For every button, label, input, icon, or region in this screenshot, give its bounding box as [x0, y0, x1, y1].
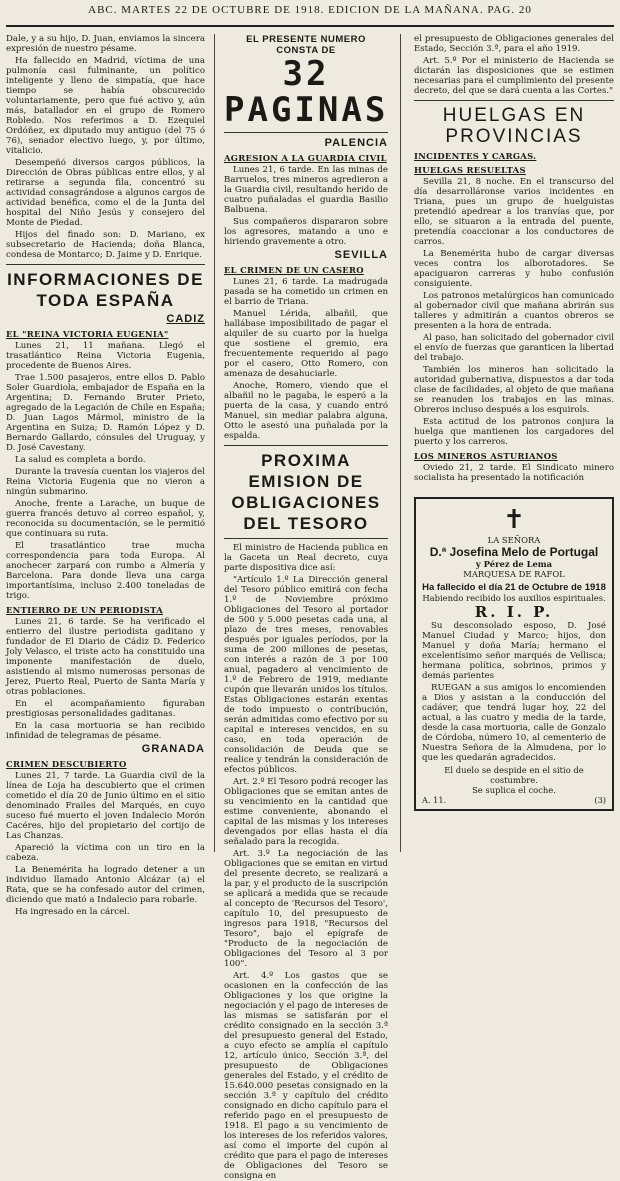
column-3: [414, 34, 614, 852]
obit-sacraments: Habiendo recibido los auxilios espirituales.: [422, 593, 606, 603]
obit-la-senora: LA SEÑORA: [487, 535, 541, 545]
column-divider: [214, 34, 215, 852]
divider: [224, 538, 388, 539]
emision-title: PROXIMA EMISION DE OBLIGACIONES DEL TESORO: [231, 451, 381, 533]
obit-died: Ha fallecido el día 21 de Octubre de 1918: [422, 582, 606, 593]
paragraph: Lunes 21, 6 tarde. En las minas de Barruelos, tres mineros agredieron a la Guardia civil, resultando herido de cuatro puñaladas el guardia Basilio Balbuena.: [224, 165, 388, 215]
obit-duelo: El duelo se despide en el sitio de costumbre.: [444, 765, 584, 785]
paragraph: Ha ingresado en la cárcel.: [15, 907, 130, 917]
paragraph: Durante la travesía cuentan los viajeros del Reina Victoria Eugenia que no vieron a ningún submarino.: [6, 467, 205, 497]
paragraph: En el acompañamiento figuraban prestigiosas personalidades gaditanas.: [6, 699, 205, 719]
paragraph: Ha fallecido en Madrid, víctima de una pulmonía casi fulminante, un político inteligente y lleno de simpatía, que hace tiempo se había obscurecido voluntariamente, pero que fué activo y, aún más, batallador en el grupo de Romero Robledo. Nos referimos a D. Ezequiel Ordóñez, ex diputado muy antiguo (del 75 ó 76), senador electivo luego, y, por último, vitalicio.: [6, 56, 205, 156]
column-divider: [400, 34, 401, 852]
cross-icon: ✝: [503, 505, 525, 535]
paragraph: Manuel Lérida, albañil, que hallábase imposibilitado de pagar el alquiler de su cuarto por la huelga que sostiene el gremio, era frecuentemente requerido al pago por el casero, Otto Romero, con amenaza de desahuciarle.: [224, 309, 388, 379]
section-heading: CRIMEN DESCUBIERTO: [6, 759, 127, 769]
column-2: [224, 34, 389, 1181]
section-heading: ENTIERRO DE UN PERIODISTA: [6, 605, 163, 615]
obit-title: MARQUESA DE RAFOL: [463, 569, 565, 579]
paragraph: La salud es completa a bordo.: [15, 455, 146, 465]
paragraph: En la casa mortuoria se han recibido infinidad de telegramas de pésame.: [6, 721, 205, 741]
paragraph: el presupuesto de Obligaciones generales del Estado, Sección 3.ª, para el año 1919.: [414, 34, 614, 54]
paragraph: El trasatlántico trae mucha correspondencia para toda Europa. Al anochecer zarpará con rumbo a Almería y Barcelona. Para donde lleva una carga importantísima, incluso 2.400 toneladas de trigo.: [6, 541, 205, 601]
paragraph: Apareció la víctima con un tiro en la cabeza.: [6, 843, 205, 863]
paragraph: Art. 2.º El Tesoro podrá recoger las Obligaciones que se emitan antes de su vencimiento en la cantidad que estime conveniente, abonando el capital de las mismas y los intereses devengados por ellas hasta el día señalado para la recogida.: [224, 777, 388, 847]
obit-coche: Se suplica el coche.: [472, 785, 556, 795]
city-heading-palencia: PALENCIA: [324, 137, 388, 149]
obit-surname: y Pérez de Lema: [475, 559, 553, 569]
paragraph: Hijos del finado son: D. Mariano, ex subsecretario de Hacienda; doña Blanca, condesa de Montarco; D. Jaime y D. Enrique.: [6, 230, 205, 260]
divider: [414, 100, 614, 101]
paragraph: Anoche, frente a Larache, un buque de guerra francés detuvo al correo español, y, reconocida su documentación, se le permitió que continuara su ruta.: [6, 499, 205, 539]
divider: [6, 264, 205, 265]
issue-pages-notice-count: 32 PAGINAS: [224, 54, 389, 130]
section-heading: HUELGAS RESUELTAS: [414, 165, 526, 175]
issue-pages-notice-line: EL PRESENTE NUMERO CONSTA DE: [246, 34, 366, 56]
paragraph: Lunes 21, 6 tarde. La madrugada pasada se ha cometido un crimen en el barrio de Triana.: [224, 277, 388, 307]
obit-ruegan: RUEGAN a sus amigos lo encomienden a Dios y asistan a la conducción del cadáver, que tendrá lugar hoy, 22 del actual, a las cuatro y media de la tarde, desde la casa mortuoria, calle de Gonzalo de Córdoba, número 10, al cementerio de Nuestra Señora de la Almudena, por lo que les quedarán agradecidos.: [422, 683, 606, 763]
section-heading: INCIDENTES Y CARGAS.: [414, 151, 537, 161]
paragraph: Oviedo 21, 2 tarde. El Sindicato minero socialista ha presentado la notificación: [414, 463, 614, 483]
paragraph: Lunes 21, 11 mañana. Llegó el trasatlántico Reina Victoria Eugenia, procedente de Buenos Aires.: [6, 341, 205, 371]
paragraph: También los mineros han solicitado la autoridad gubernativa, dispuestos a dar toda clase de facilidades, al objeto de que mañana se reanuden los trabajos en las minas. Obreros incluso después a los esquirols.: [414, 365, 614, 415]
divider: [224, 132, 388, 133]
paragraph: Los patronos metalúrgicos han comunicado al gobernador civil que mañana abrirán sus talleres y admitirán a cuantos obreros se presenten a la hora de entrada.: [414, 291, 614, 331]
paragraph: Desempeñó diversos cargos públicos, la Dirección de Obras públicas entre ellos, y al retirarse a segunda fila, concentró su actividad consagrándose a algunos cargos de actividad benéfica, como el de la Junta del hospital del Niño Jesús y consejero del Monte de Piedad.: [6, 158, 205, 228]
paragraph: Sus compañeros dispararon sobre los agresores, matando a uno e hiriendo gravemente a otro.: [224, 217, 388, 247]
paragraph: La Benemérita ha logrado detener a un individuo llamado Antonio Alcázar (a) el Rata, que se ha confesado autor del crimen, diciendo que mató a Indalecio para robarle.: [6, 865, 205, 905]
obit-ref-left: A. 11.: [422, 795, 447, 805]
section-heading: LOS MINEROS ASTURIANOS: [414, 451, 558, 461]
paragraph: Sevilla 21, 8 noche. En el transcurso del día desarrolláronse varios incidentes en Triana, pues un grupo de huelguistas pretendió apedrear a los tranvías que, por ello, se situaron a la entrada del puente, pretendía coaccionar a los conductores de carros.: [414, 177, 614, 247]
city-heading-sevilla: SEVILLA: [334, 249, 388, 261]
page-header: ABC. MARTES 22 DE OCTUBRE DE 1918. EDICION DE LA MAÑANA. PAG. 20: [88, 4, 532, 16]
paragraph: Art. 3.º La negociación de las Obligaciones que se emitan en virtud del presente decreto, se realizará a la par, y el producto de la suscripción se aplicará a medida que se recaude al concepto de 'Recursos del Tesoro', capítulo 10, del presupuesto de ingresos para 1918, "Recursos del Tesoro", bajo el epígrafe de "Producto de la negociación de Obligaciones del Tesoro al 3 por 100".: [224, 849, 388, 969]
paragraph: Trae 1.500 pasajeros, entre ellos D. Pablo Soler Guardiola, embajador de España en la Argentina; D. Fernando Bruter Prieto, agregado de la Legación de Chile en España; D. Juan Lagos Mármol, ministro de la Argentina en Suiza; D. Ramón López y D. Bernardo Gallardo, cónsules del Uruguay, y D. José Cavestany.: [6, 373, 205, 453]
obit-family: Su desconsolado esposo, D. José Manuel Ciudad y Marco; hijos, don Manuel y doña María; hermano el excelentísimo señor marqués de Vellisca; hermana política, sobrinos, primos y demás parientes: [422, 621, 606, 681]
paragraph: Al paso, han solicitado del gobernador civil el envío de fuerzas que garanticen la libertad del trabajo.: [414, 333, 614, 363]
divider: [224, 445, 388, 446]
header-rule: [6, 25, 614, 27]
obit-ref-right: (3): [594, 795, 606, 805]
paragraph: Esta actitud de los patronos conjura la huelga que mantienen los cargadores del puerto y los carreros.: [414, 417, 614, 447]
paragraph: Anoche, Romero, viendo que el albañil no le pagaba, le esperó a la puerta de la casa, y cuando entró Manuel, sin mediar palabra alguna, Otto le asestó una puñalada por la espalda.: [224, 381, 388, 441]
huelgas-title: HUELGAS EN PROVINCIAS: [442, 105, 586, 147]
obit-footer: [422, 795, 606, 805]
paragraph: Dale, y a su hijo, D. Juan, enviamos la sincera expresión de nuestro pésame.: [6, 34, 205, 54]
column-1: [6, 34, 205, 917]
obit-rip: R. I. P.: [474, 603, 554, 621]
paragraph: Lunes 21, 6 tarde. Se ha verificado el entierro del ilustre periodista gaditano y fundador de El Diario de Cádiz D. Federico Joly Velasco, el triste acto ha constituido una imponente manifestación de duelo, asistiendo al mismo numerosas personas de Jerez, Puerto Real, Puerto de Santa María y otras poblaciones.: [6, 617, 205, 697]
paragraph: La Benemérita hubo de cargar diversas veces contra los alborotadores. Se apaciguaron carreras y hubo confusión consiguiente.: [414, 249, 614, 289]
obit-name: D.ª Josefina Melo de Portugal: [429, 545, 599, 559]
section-heading: EL CRIMEN DE UN CASERO: [224, 265, 364, 275]
obituary-notice: [414, 497, 614, 811]
informaciones-title: INFORMACIONES DE TODA ESPAÑA: [7, 270, 204, 310]
paragraph: Art. 5.º Por el ministerio de Hacienda se dictarán las disposiciones que se estimen necesarias para el cumplimiento del presente decreto, del que se dará cuenta a las Cortes.": [414, 56, 614, 96]
paragraph: "Artículo 1.º La Dirección general del Tesoro público emitirá con fecha 1.º de Noviembre próximo Obligaciones del Tesoro al portador de 500 y 5.000 pesetas cada una, al plazo de tres meses, renovables después por iguales períodos, por la suma de 200 millones de pesetas, con interés a razón de 3 por 100 anual, pagadero al vencimiento de 1.º de Febrero de 1919, mediante cupón que llevarán unidos los títulos. Estas Obligaciones estarán exentas de todo impuesto o contribución, serán admitidas como efectivo por su capital e intereses vencidos, en su caso, en toda operación de consolidación de Deuda que se realice y tendrán la consideración de efectos públicos.: [224, 575, 388, 775]
city-heading-granada: GRANADA: [141, 743, 205, 755]
city-heading-cadiz: CADIZ: [166, 313, 205, 325]
paragraph: Art. 4.º Los gastos que se ocasionen en la confección de las Obligaciones y los que origine la negociación y el pago de intereses de las mismas se satisfarán por el crédito consignado en la sección 3.ª del presupuesto general del Estado, a cuyo efecto se amplía el capítulo 12, artículo único, Sección 3.ª, del presupuesto de Obligaciones generales del Estado, y el crédito de 15.640.000 pesetas consignado en la sección 3.ª y capítulo del crédito consignado en dicho capítulo para el referido pago en el presupuesto de 1918. El pago a su vencimiento de los intereses de los referidos valores, así como el importe del cupón al crédito que para el pago de intereses de Obligaciones del Tesoro se consigna en: [224, 971, 388, 1181]
section-heading: EL "REINA VICTORIA EUGENIA": [6, 329, 169, 339]
section-heading: AGRESION A LA GUARDIA CIVIL: [224, 153, 387, 163]
paragraph: Lunes 21, 7 tarde. La Guardia civil de la línea de Loja ha descubierto que el crimen cometido el día 20 de Junio último en el sitio denominado Frailes del Marqués, en cuyo suceso fué muerto el joven Indalecio Morón Cacéres, hijo del propietario del cortijo de Las Chanzas.: [6, 771, 205, 841]
paragraph: El ministro de Hacienda publica en la Gaceta un Real decreto, cuya parte dispositiva dice así:: [224, 543, 388, 573]
